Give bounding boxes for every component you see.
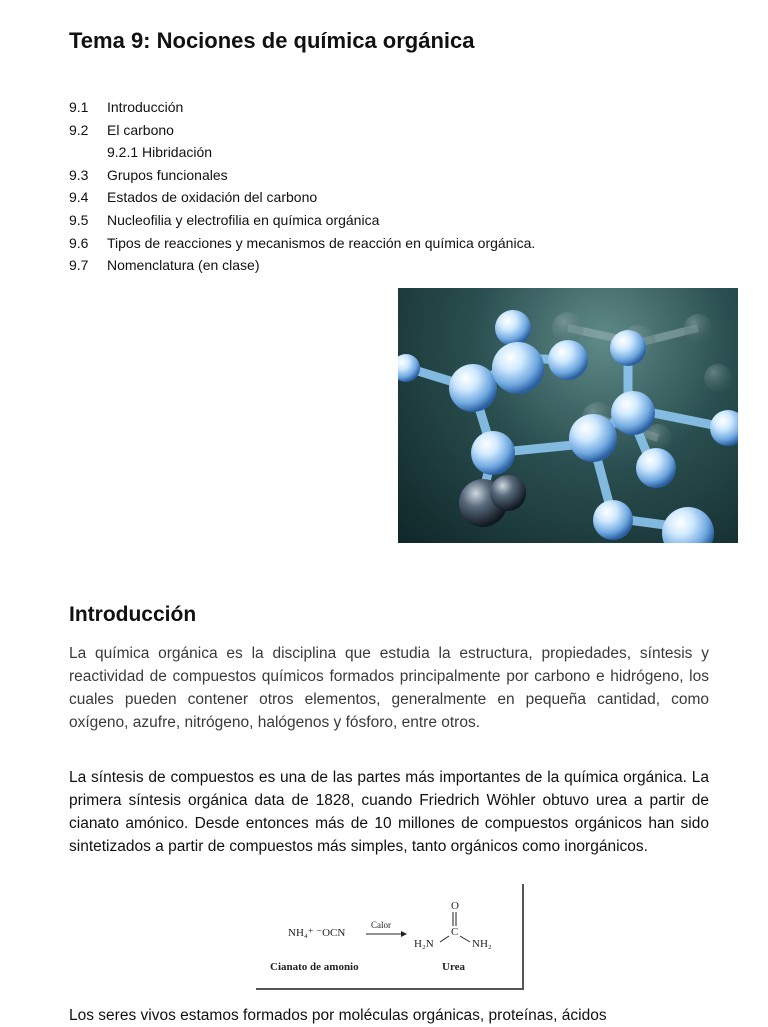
toc-item bbox=[69, 186, 709, 209]
atom-left-amine: H₂N bbox=[414, 938, 434, 950]
toc-item bbox=[69, 164, 709, 187]
toc-item bbox=[69, 141, 709, 164]
toc-item bbox=[69, 254, 709, 277]
toc-number: 9.2 bbox=[69, 121, 89, 138]
toc-text: Tipos de reacciones y mecanismos de reacción en química orgánica. bbox=[107, 234, 536, 251]
paragraph-synthesis: La síntesis de compuestos es una de las partes más importantes de la química orgánica. La primera síntesis orgánica data de 1828, cuando Friedrich Wöhler obtuvo urea a partir de cianato amónico. Desde entonces más de 10 millones de compuestos orgánicos han sido sintetizados a partir de compuestos más simples, tanto orgánicos como inorgánicos. bbox=[69, 769, 709, 855]
atom-carbon: C bbox=[451, 926, 459, 938]
section-heading: Introducción bbox=[69, 603, 197, 626]
toc-number: 9.7 bbox=[69, 257, 89, 274]
toc-number: 9.3 bbox=[69, 166, 89, 183]
reactant-formula: NH₄⁺ ⁻OCN bbox=[288, 927, 346, 939]
atom-oxygen: O bbox=[451, 900, 459, 912]
molecule-graphic bbox=[398, 288, 738, 543]
toc-text: Introducción bbox=[107, 99, 184, 115]
toc-text: 9.2.1 Hibridación bbox=[107, 144, 213, 161]
toc-text: Nomenclatura (en clase) bbox=[107, 257, 260, 274]
toc-text: Nucleofilia y electrofilia en química orgánica bbox=[107, 211, 380, 228]
toc-text: El carbono bbox=[107, 121, 174, 138]
toc-item bbox=[69, 119, 709, 142]
reaction-condition: Calor bbox=[371, 920, 391, 930]
toc-text: Grupos funcionales bbox=[107, 166, 228, 183]
product-label: Urea bbox=[442, 961, 466, 973]
toc-item bbox=[69, 96, 709, 119]
table-of-contents bbox=[69, 96, 709, 277]
urea-synthesis-figure bbox=[256, 884, 524, 990]
toc-number: 9.6 bbox=[69, 234, 89, 251]
molecule-illustration bbox=[398, 288, 738, 543]
toc-number: 9.5 bbox=[69, 211, 89, 228]
reactant-label: Cianato de amonio bbox=[270, 961, 359, 973]
page-title: Tema 9: Nociones de química orgánica bbox=[69, 28, 475, 53]
toc-item bbox=[69, 232, 709, 255]
paragraph-intro: La química orgánica es la disciplina que estudia la estructura, propiedades, síntesis y reactividad de compuestos químicos formados principalmente por carbono e hidrógeno, los cuales pueden contener otros elementos, generalmente en pequeña cantidad, como oxígeno, azufre, nitrógeno, halógenos y fósforo, entre otros. bbox=[69, 645, 709, 731]
toc-number: 9.1 bbox=[69, 99, 89, 115]
paragraph-living-beings: Los seres vivos estamos formados por moléculas orgánicas, proteínas, ácidos bbox=[69, 1007, 607, 1024]
toc-item bbox=[69, 209, 709, 232]
toc-number: 9.4 bbox=[69, 189, 89, 206]
atom-right-amine: NH₂ bbox=[472, 938, 492, 950]
toc-text: Estados de oxidación del carbono bbox=[107, 189, 318, 206]
